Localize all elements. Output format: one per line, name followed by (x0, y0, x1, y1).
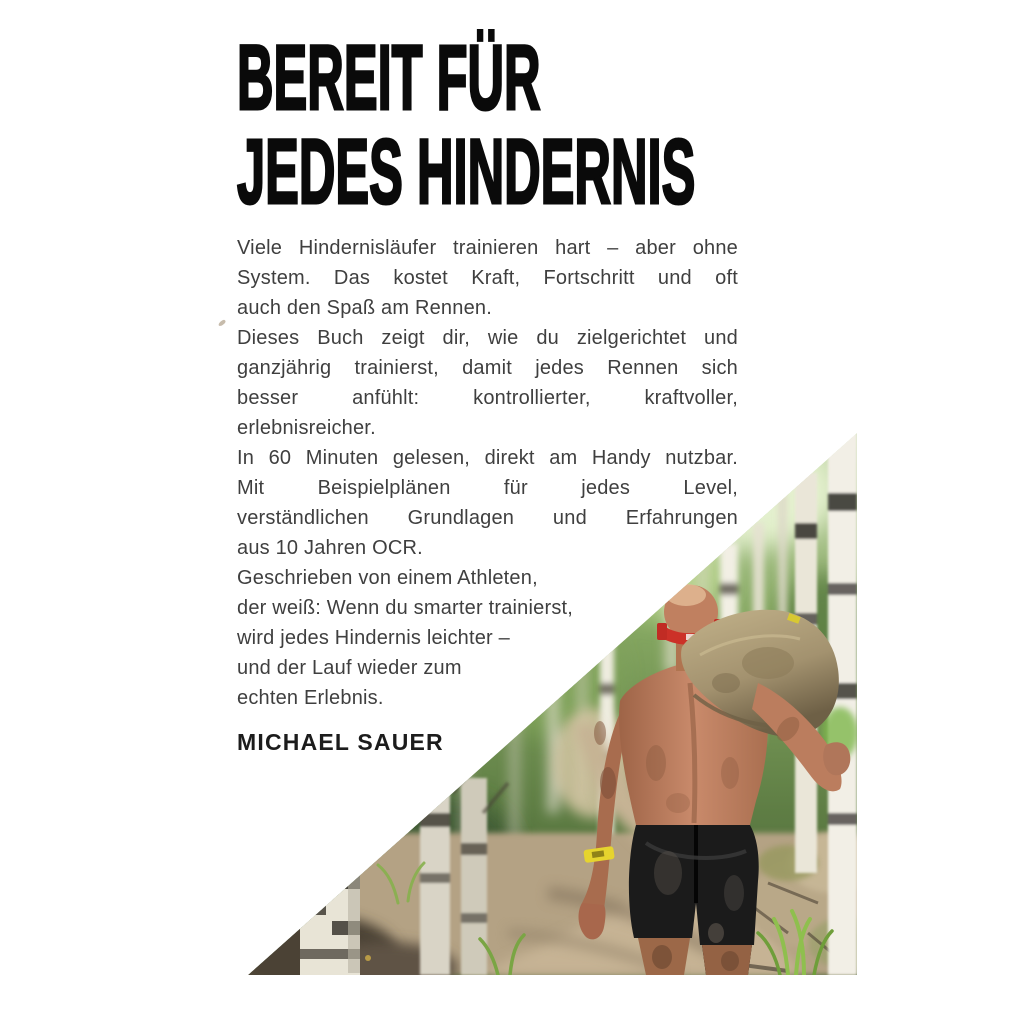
stray-mark (218, 319, 227, 327)
body-p2-line3: besser anfühlt: kontrollierter, kraftvoller, (237, 387, 738, 409)
foreground-birch-trunk (300, 831, 360, 975)
body-p4-line4: und der Lauf wieder zum (237, 657, 462, 679)
body-p4-line3: wird jedes Hindernis leichter – (237, 627, 510, 649)
body-p4-line5: echten Erlebnis. (237, 687, 384, 709)
body-p3-line3: verständlichen Grundlagen und Erfahrungen (237, 507, 738, 529)
body-p3-line2: Mit Beispielplänen für jedes Level, (237, 477, 738, 499)
author-name: MICHAEL SAUER (237, 729, 444, 755)
body-p1-line2: System. Das kostet Kraft, Fortschritt und oft (237, 267, 738, 289)
body-p1-line1: Viele Hindernisläufer trainieren hart – aber ohne (237, 237, 738, 259)
body-p3-line4: aus 10 Jahren OCR. (237, 537, 423, 559)
headline-line-2: JEDES HINDERNIS (237, 121, 696, 223)
body-p2-line2: ganzjährig trainierst, damit jedes Rennen sich (237, 357, 738, 379)
body-p3-line1: In 60 Minuten gelesen, direkt am Handy nutzbar. (237, 447, 738, 469)
headline-line-1: BEREIT FÜR (237, 27, 541, 129)
body-p2-line4: erlebnisreicher. (237, 417, 376, 439)
body-p4-line2: der weiß: Wenn du smarter trainierst, (237, 597, 574, 619)
body-p1-line3: auch den Spaß am Rennen. (237, 297, 492, 319)
body-p2-line1: Dieses Buch zeigt dir, wie du zielgerichtet und (237, 327, 738, 349)
body-p4-line1: Geschrieben von einem Athleten, (237, 567, 538, 589)
